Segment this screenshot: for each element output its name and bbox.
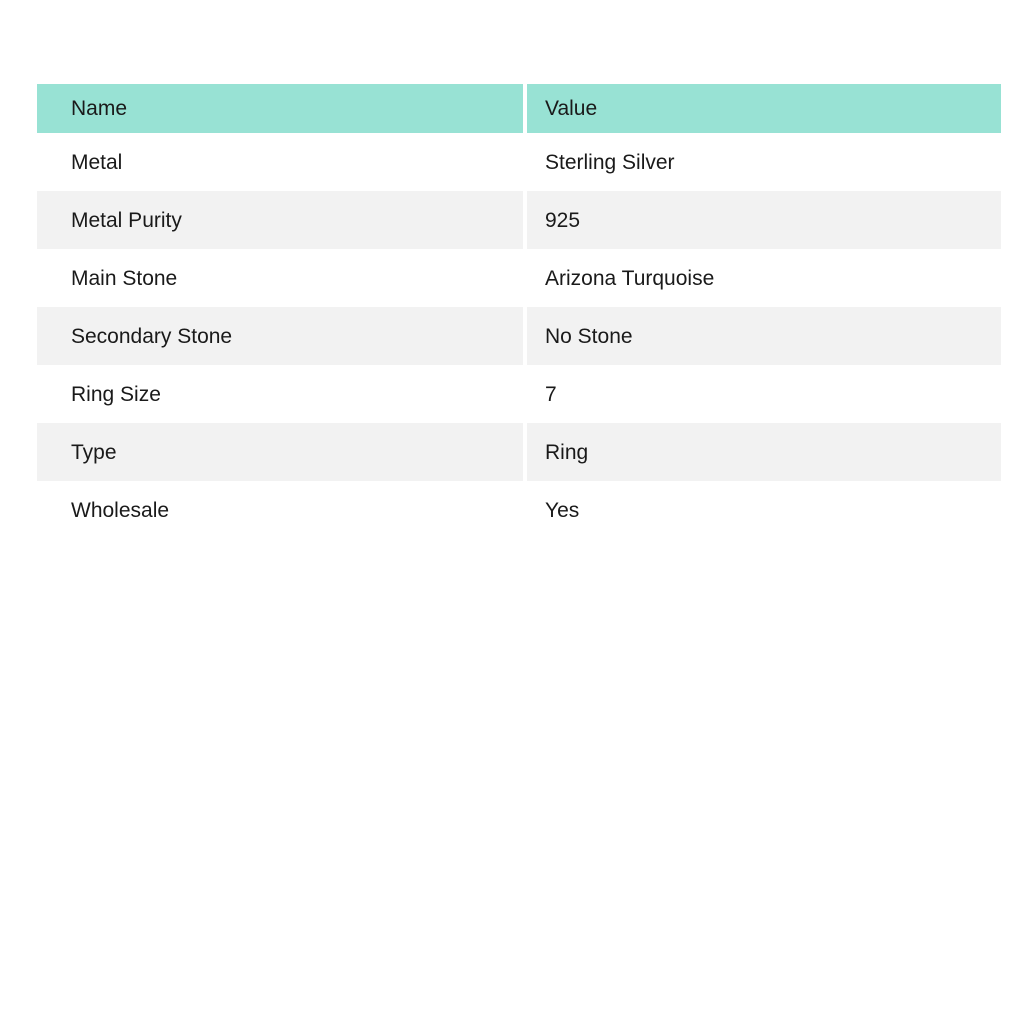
cell-name: Type — [37, 423, 523, 481]
cell-value: No Stone — [527, 307, 1001, 365]
cell-name: Wholesale — [37, 481, 523, 539]
header-cell-value: Value — [527, 84, 1001, 133]
cell-value: Arizona Turquoise — [527, 249, 1001, 307]
cell-value: Yes — [527, 481, 1001, 539]
cell-name: Metal Purity — [37, 191, 523, 249]
table-row — [37, 133, 1001, 191]
table-row — [37, 481, 1001, 539]
table-row — [37, 365, 1001, 423]
cell-name: Secondary Stone — [37, 307, 523, 365]
table-row — [37, 307, 1001, 365]
table-row — [37, 191, 1001, 249]
cell-name: Main Stone — [37, 249, 523, 307]
cell-value: 7 — [527, 365, 1001, 423]
table-header-row — [37, 84, 1001, 133]
table-row — [37, 423, 1001, 481]
cell-name: Metal — [37, 133, 523, 191]
cell-value: Ring — [527, 423, 1001, 481]
table-body — [37, 133, 1001, 539]
specs-table — [37, 84, 1001, 539]
cell-value: 925 — [527, 191, 1001, 249]
cell-value: Sterling Silver — [527, 133, 1001, 191]
table-row — [37, 249, 1001, 307]
cell-name: Ring Size — [37, 365, 523, 423]
header-cell-name: Name — [37, 84, 523, 133]
